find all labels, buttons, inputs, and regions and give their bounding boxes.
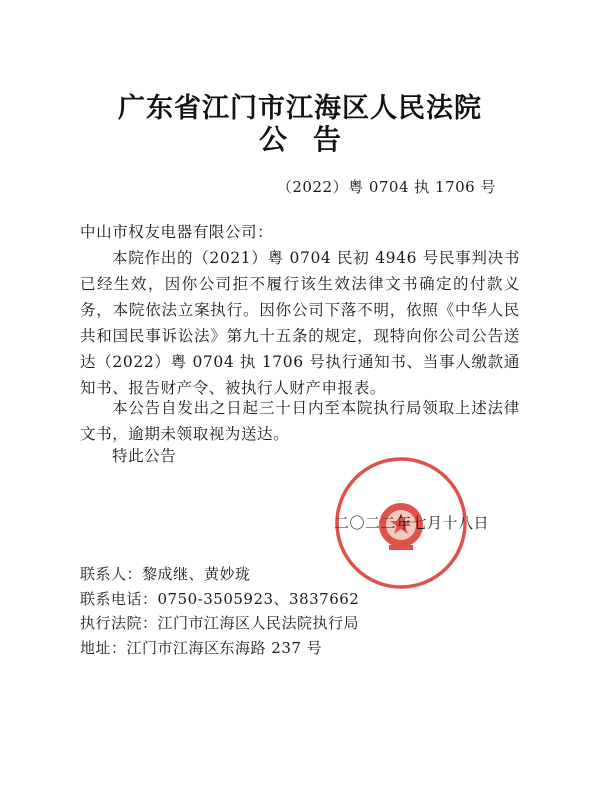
court-name: 广东省江门市江海区人民法院 — [118, 93, 482, 124]
document-title: 公告 — [258, 123, 367, 156]
addressee: 中山市权友电器有限公司： — [80, 223, 274, 241]
executing-court: 执行法院：江门市江海区人民法院执行局 — [80, 614, 360, 632]
contact-person: 联系人：黎成继、黄妙珑 — [80, 565, 251, 583]
contact-phone: 联系电话：0750-3505923、3837662 — [80, 590, 360, 608]
notice-paragraph-1: 本院作出的（2021）粤 0704 民初 4946 号民事判决书已经生效，因你公司拒不履行该生效法律文书确定的付款义务，本院依法立案执行。因你公司下落不明，依照《中华人民共和国民事诉讼法》第九十五条的规定，现特向你公司公告送达（2022）粤 0704 执 1706 号执行通知书、当事人缴款通知书、报告财产令、被执行人财产申报表。 — [80, 249, 520, 397]
closing-statement: 特此公告 — [112, 447, 177, 465]
case-number: （2022）粤 0704 执 1706 号 — [276, 178, 496, 196]
notice-paragraph-2: 本公告自发出之日起三十日内至本院执行局领取上述法律文书，逾期未领取视为送达。 — [80, 399, 520, 443]
issue-date: 二〇二二年七月十八日 — [334, 514, 490, 532]
court-address: 地址：江门市江海区东海路 237 号 — [80, 639, 323, 657]
